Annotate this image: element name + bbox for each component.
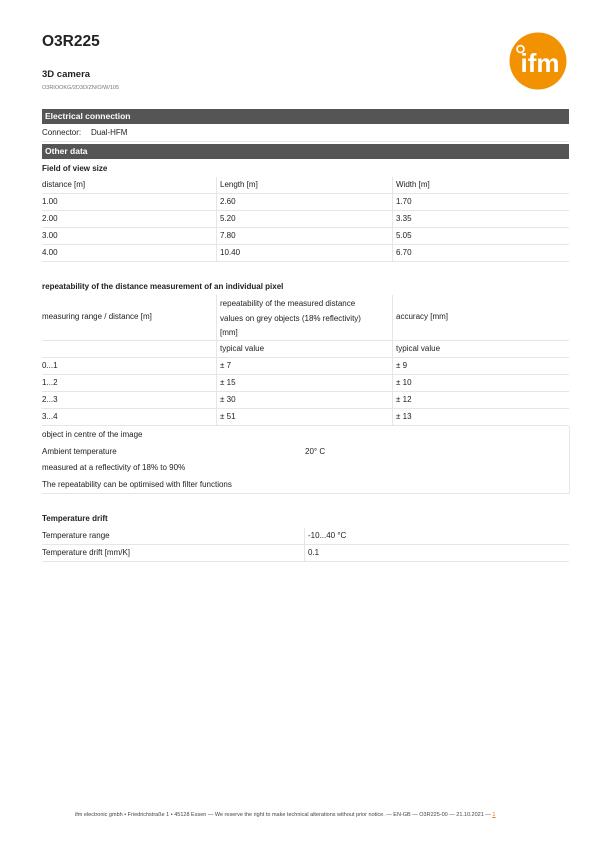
- ifm-logo: [509, 32, 567, 90]
- section-other-data: Other data: [42, 144, 569, 159]
- repeat-header-accuracy: accuracy [mm]: [392, 295, 448, 340]
- fov-length: 7.80: [216, 228, 236, 244]
- footer-text: ifm electronic gmbh • Friedrichstraße 1 • 45128 Essen — We reserve the right to make technical alterations without prior notice. — EN-GB — O3R225-00 — 21.10.2021 —: [75, 812, 491, 818]
- order-code: O3RIOOKG/2D3D/ZN/O/W/105: [42, 85, 120, 91]
- table-row: [42, 245, 569, 262]
- table-row: [42, 375, 569, 392]
- ambient-label: Ambient temperature: [42, 447, 117, 456]
- repeat-subheader-row: [42, 341, 569, 358]
- table-row: [42, 228, 569, 245]
- drift-value: 0.1: [304, 545, 319, 561]
- table-row: [42, 194, 569, 211]
- repeat-header-range: measuring range / distance [m]: [42, 312, 152, 321]
- ambient-value: 20° C: [305, 447, 326, 456]
- repeat-header-row: [42, 295, 569, 341]
- connector-label: Connector:: [42, 128, 82, 137]
- fov-width: 1.70: [392, 194, 412, 210]
- accuracy-value: ± 9: [392, 358, 407, 374]
- repeat-value: ± 15: [216, 375, 236, 391]
- repeat-range: 2...3: [42, 395, 58, 404]
- repeat-range: 1...2: [42, 378, 58, 387]
- accuracy-value: ± 10: [392, 375, 412, 391]
- repeat-value: ± 30: [216, 392, 236, 408]
- fov-width: 3.35: [392, 211, 412, 227]
- fov-length: 5.20: [216, 211, 236, 227]
- section-electrical: Electrical connection: [42, 109, 569, 124]
- fov-distance: 3.00: [42, 231, 58, 240]
- repeat-subheader-typical: typical value: [216, 341, 264, 357]
- table-row: [42, 392, 569, 409]
- repeat-range: 3...4: [42, 412, 58, 421]
- footer: [75, 812, 495, 818]
- page-number-link[interactable]: 1: [492, 812, 496, 818]
- fov-distance: 4.00: [42, 248, 58, 257]
- fov-length: 2.60: [216, 194, 236, 210]
- drift-label: Temperature drift [mm/K]: [42, 548, 131, 557]
- fov-heading: Field of view size: [42, 164, 108, 173]
- drift-value: -10...40 °C: [304, 528, 346, 544]
- drift-label: Temperature range: [42, 531, 110, 540]
- table-row: [42, 358, 569, 375]
- temperature-drift-heading: Temperature drift: [42, 514, 108, 523]
- product-subtitle: 3D camera: [42, 69, 91, 80]
- note-filter: The repeatability can be optimised with filter functions: [42, 480, 232, 489]
- accuracy-value: ± 12: [392, 392, 412, 408]
- fov-header-length: Length [m]: [216, 177, 258, 193]
- connector-value: Dual-HFM: [91, 128, 128, 137]
- fov-width: 6.70: [392, 245, 412, 261]
- repeat-header-line: [mm]: [220, 328, 238, 337]
- connector-row: [42, 126, 569, 142]
- fov-header-row: [42, 177, 569, 194]
- repeat-subheader-typical: typical value: [392, 341, 440, 357]
- repeat-header-repeatability: [216, 295, 361, 340]
- note-reflectivity: measured at a reflectivity of 18% to 90%: [42, 463, 186, 472]
- repeat-value: ± 7: [216, 358, 231, 374]
- fov-distance: 1.00: [42, 197, 58, 206]
- table-row: [42, 409, 569, 426]
- table-row: [42, 211, 569, 228]
- logo-text: ifm: [520, 48, 560, 78]
- repeat-notes: [42, 426, 570, 494]
- repeat-header-line: repeatability of the measured distance: [220, 299, 356, 308]
- product-title: O3R225: [42, 33, 100, 50]
- fov-header-width: Width [m]: [392, 177, 430, 193]
- fov-header-distance: distance [m]: [42, 180, 86, 189]
- repeat-header-line: values on grey objects (18% reflectivity): [220, 313, 361, 323]
- note-centre: object in centre of the image: [42, 430, 143, 439]
- accuracy-value: ± 13: [392, 409, 412, 425]
- table-row: [42, 528, 569, 545]
- table-row: [42, 545, 569, 562]
- repeatability-heading: repeatability of the distance measurement of an individual pixel: [42, 282, 284, 291]
- repeat-range: 0...1: [42, 361, 58, 370]
- repeat-value: ± 51: [216, 409, 236, 425]
- fov-width: 5.05: [392, 228, 412, 244]
- fov-distance: 2.00: [42, 214, 58, 223]
- fov-length: 10.40: [216, 245, 240, 261]
